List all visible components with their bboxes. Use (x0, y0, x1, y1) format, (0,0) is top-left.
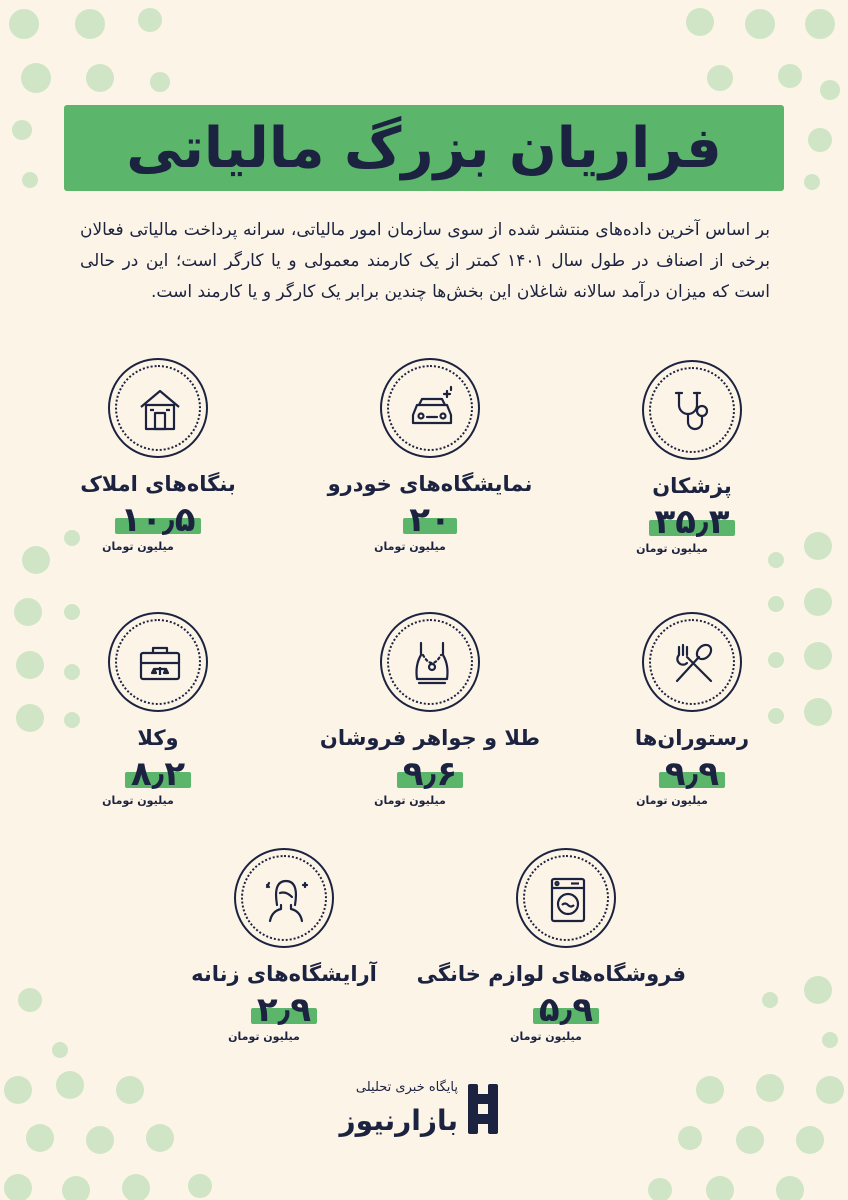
value-highlight (655, 502, 730, 542)
card-jewelers (310, 612, 550, 807)
card-unit: میلیون تومان (374, 540, 446, 553)
washing-machine-icon (516, 848, 616, 948)
card-unit: میلیون تومان (636, 542, 708, 555)
card-real-estate (38, 358, 278, 553)
card-value: ۲٫۹ (256, 990, 312, 1030)
card-value: ۹٫۶ (402, 754, 458, 794)
card-label: طلا و جواهر فروشان (319, 726, 541, 750)
value-highlight (131, 754, 185, 794)
card-lawyers (38, 612, 278, 807)
card-car-dealers (310, 358, 550, 553)
card-label: فروشگاه‌های لوازم خانگی (416, 962, 686, 986)
card-label: پزشکان (652, 474, 732, 498)
card-beauty-salons (164, 848, 404, 1043)
value-highlight (121, 500, 196, 540)
card-label: بنگاه‌های املاک (80, 472, 236, 496)
card-unit: میلیون تومان (510, 1030, 582, 1043)
card-unit: میلیون تومان (102, 540, 174, 553)
card-label: وکلا (137, 726, 179, 750)
value-highlight (665, 754, 719, 794)
page-title: فراریان بزرگ مالیاتی (126, 115, 722, 181)
stethoscope-icon (642, 360, 742, 460)
value-highlight (409, 500, 451, 540)
logo-subtitle: پایگاه خبری تحلیلی (355, 1080, 458, 1095)
card-unit: میلیون تومان (228, 1030, 300, 1043)
card-label: نمایشگاه‌های خودرو (327, 472, 533, 496)
fork-spoon-icon (642, 612, 742, 712)
woman-hair-icon (234, 848, 334, 948)
briefcase-scales-icon (108, 612, 208, 712)
card-home-appliances (416, 848, 686, 1043)
card-value: ۳۵٫۳ (654, 502, 730, 542)
logo-name: بازارنیوز (339, 1104, 458, 1137)
card-restaurants (572, 612, 812, 807)
house-icon (108, 358, 208, 458)
card-unit: میلیون تومان (374, 794, 446, 807)
necklace-icon (380, 612, 480, 712)
intro-paragraph: بر اساس آخرین داده‌های منتشر شده از سوی سازمان امور مالیاتی، سرانه پرداخت مالیاتی فعالان برخی از اصناف در طول سال ۱۴۰۱ کمتر از یک کارمند معمولی و یا کارگر است؛ این در حالی است که میزان درآمد سالانه شاغلان این بخش‌ها چندین برابر یک کارگر و یا کارمند است. (80, 220, 770, 302)
brand-logo (339, 1078, 510, 1148)
card-value: ۹٫۹ (664, 754, 720, 794)
logo-mark-icon (466, 1080, 502, 1140)
car-icon (380, 358, 480, 458)
card-value: ۵٫۹ (538, 990, 594, 1030)
card-label: آرایشگاه‌های زنانه (191, 962, 377, 986)
value-highlight (403, 754, 457, 794)
card-label: رستوران‌ها (634, 726, 750, 750)
card-unit: میلیون تومان (102, 794, 174, 807)
card-value: ۸٫۲ (130, 754, 186, 794)
title-banner (64, 105, 784, 191)
card-unit: میلیون تومان (636, 794, 708, 807)
value-highlight (539, 990, 593, 1030)
card-value: ۲۰ (409, 500, 451, 540)
value-highlight (257, 990, 311, 1030)
card-doctors (572, 360, 812, 555)
card-value: ۱۰٫۵ (120, 500, 196, 540)
